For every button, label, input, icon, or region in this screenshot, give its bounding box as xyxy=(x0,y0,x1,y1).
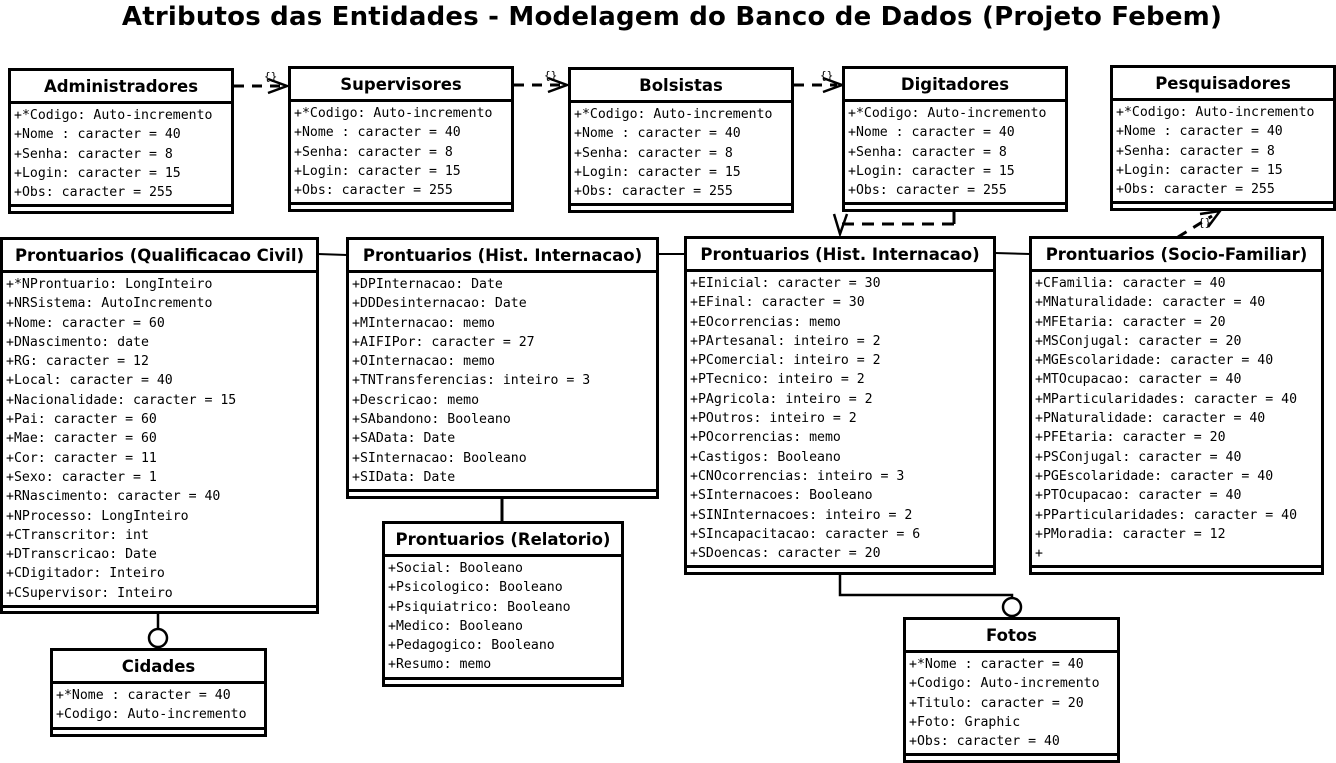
attribute-list xyxy=(385,557,621,677)
attribute-row: +Obs: caracter = 255 xyxy=(1116,182,1275,198)
attribute-list xyxy=(906,653,1117,753)
attribute-row: +NRSistema: AutoIncremento xyxy=(6,296,213,312)
attribute-row: +Titulo: caracter = 20 xyxy=(909,695,1084,711)
attribute-list xyxy=(1113,101,1333,201)
attribute-row: +CFamilia: caracter = 40 xyxy=(1035,276,1226,291)
attribute-row: +PFEtaria: caracter = 20 xyxy=(1035,430,1226,446)
attribute-row: +*NProntuario: LongInteiro xyxy=(6,277,213,292)
attribute-row: +PAgricola: inteiro = 2 xyxy=(690,391,873,407)
attribute-row: +Obs: caracter = 40 xyxy=(909,734,1060,750)
operations-compartment xyxy=(291,202,511,212)
attribute-row: +SDoencas: caracter = 20 xyxy=(690,546,881,562)
dependency-label: {} xyxy=(264,70,278,83)
association-qualificacao-cidades xyxy=(149,613,167,647)
attribute-row: +PSConjugal: caracter = 40 xyxy=(1035,449,1242,465)
attribute-row: +PTOcupacao: caracter = 40 xyxy=(1035,488,1242,504)
attribute-row: +Nacionalidade: caracter = 15 xyxy=(6,392,237,408)
attribute-row: +*Codigo: Auto-incremento xyxy=(14,108,213,123)
attribute-list xyxy=(687,272,993,565)
dependency-label: {} xyxy=(544,69,558,82)
attribute-row: +Login: caracter = 15 xyxy=(14,165,181,181)
attribute-row: +SAbandono: Booleano xyxy=(352,412,511,428)
attribute-row: +EFinal: caracter = 30 xyxy=(690,295,865,311)
attribute-row: +PArtesanal: inteiro = 2 xyxy=(690,333,881,349)
attribute-row: +RG: caracter = 12 xyxy=(6,354,149,370)
attribute-row: +AIFIPor: caracter = 27 xyxy=(352,334,535,350)
attribute-row: +Login: caracter = 15 xyxy=(294,163,461,179)
attribute-row: + xyxy=(1035,546,1043,562)
operations-compartment xyxy=(349,489,656,499)
attribute-row: +Senha: caracter = 8 xyxy=(574,145,733,161)
attribute-row: +Descricao: memo xyxy=(352,392,480,408)
class-name: Prontuarios (Relatorio) xyxy=(385,524,621,557)
class-name: Digitadores xyxy=(845,69,1065,102)
attribute-row: +Nome : caracter = 40 xyxy=(848,125,1015,141)
attribute-row: +NProcesso: LongInteiro xyxy=(6,508,189,524)
attribute-row: +DNascimento: date xyxy=(6,334,149,350)
attribute-row: +Local: caracter = 40 xyxy=(6,373,173,389)
attribute-row: +Obs: caracter = 255 xyxy=(294,183,453,199)
attribute-row: +SIncapacitacao: caracter = 6 xyxy=(690,526,921,542)
attribute-row: +MTOcupacao: caracter = 40 xyxy=(1035,372,1242,388)
attribute-row: +CSupervisor: Inteiro xyxy=(6,585,173,601)
operations-compartment xyxy=(385,677,621,687)
association-qualificacao-hist1 xyxy=(318,254,347,255)
attribute-row: +MParticularidades: caracter = 40 xyxy=(1035,391,1298,407)
attribute-row: +Mae: caracter = 60 xyxy=(6,431,157,447)
class-name: Cidades xyxy=(53,651,264,684)
attribute-row: +Nome : caracter = 40 xyxy=(14,127,181,143)
attribute-row: +SAData: Date xyxy=(352,431,456,447)
class-digitadores[interactable] xyxy=(842,66,1068,212)
attribute-row: +Pai: caracter = 60 xyxy=(6,412,157,428)
attribute-row: +MFEtaria: caracter = 20 xyxy=(1035,314,1226,330)
attribute-row: +Social: Booleano xyxy=(388,561,523,576)
attribute-row: +Login: caracter = 15 xyxy=(574,164,741,180)
attribute-row: +Senha: caracter = 8 xyxy=(848,144,1007,160)
attribute-row: +RNascimento: caracter = 40 xyxy=(6,489,221,505)
class-cidades[interactable] xyxy=(50,648,267,737)
attribute-row: +PComercial: inteiro = 2 xyxy=(690,353,881,369)
attribute-row: +Nome : caracter = 40 xyxy=(294,125,461,141)
attribute-row: +Nome : caracter = 40 xyxy=(1116,124,1283,140)
attribute-row: +POcorrencias: memo xyxy=(690,430,841,446)
attribute-list xyxy=(571,103,791,203)
dependency-digitadores-hist xyxy=(834,211,954,234)
operations-compartment xyxy=(845,202,1065,212)
attribute-row: +Senha: caracter = 8 xyxy=(14,146,173,162)
attribute-row: +Codigo: Auto-incremento xyxy=(909,676,1100,692)
class-name: Fotos xyxy=(906,620,1117,653)
attribute-list xyxy=(291,102,511,202)
operations-compartment xyxy=(11,204,231,214)
attribute-row: +Nome: caracter = 60 xyxy=(6,315,165,331)
class-name: Prontuarios (Hist. Internacao) xyxy=(349,240,656,273)
attribute-row: +MInternacao: memo xyxy=(352,315,495,331)
class-prontuarios-hist-internacao-1[interactable] xyxy=(346,237,659,499)
class-prontuarios-socio-familiar[interactable] xyxy=(1029,236,1324,575)
association-hist2-socio xyxy=(995,253,1030,254)
dependency-socio-pesquisadores xyxy=(1178,211,1220,237)
class-name: Supervisores xyxy=(291,69,511,102)
attribute-row: +SInternacao: Booleano xyxy=(352,450,527,466)
attribute-row: +Obs: caracter = 255 xyxy=(574,184,733,200)
attribute-row: +*Codigo: Auto-incremento xyxy=(848,106,1047,121)
dependency-label: {} xyxy=(1198,216,1212,229)
attribute-row: +EOcorrencias: memo xyxy=(690,314,841,330)
attribute-list xyxy=(1032,272,1321,565)
attribute-row: +POutros: inteiro = 2 xyxy=(690,411,857,427)
attribute-row: +*Codigo: Auto-incremento xyxy=(574,107,773,122)
attribute-row: +Obs: caracter = 255 xyxy=(14,185,173,201)
dependency-admin-supervisores xyxy=(234,79,287,93)
operations-compartment xyxy=(687,565,993,575)
class-name: Bolsistas xyxy=(571,70,791,103)
class-supervisores[interactable] xyxy=(288,66,514,212)
attribute-row: +Senha: caracter = 8 xyxy=(294,144,453,160)
dependency-supervisores-bolsistas xyxy=(514,78,567,92)
attribute-row: +Psicologico: Booleano xyxy=(388,580,563,596)
association-hist2-fotos xyxy=(840,574,1021,616)
attribute-row: +*Codigo: Auto-incremento xyxy=(294,106,493,121)
class-name: Administradores xyxy=(11,71,231,104)
class-fotos[interactable] xyxy=(903,617,1120,763)
attribute-row: +EInicial: caracter = 30 xyxy=(690,276,881,291)
dependency-label: {} xyxy=(820,69,834,82)
class-bolsistas[interactable] xyxy=(568,67,794,213)
attribute-row: +Resumo: memo xyxy=(388,657,492,673)
attribute-row: +Pedagogico: Booleano xyxy=(388,638,555,654)
attribute-row: +Psiquiatrico: Booleano xyxy=(388,599,571,615)
attribute-list xyxy=(845,102,1065,202)
diagram-title: Atributos das Entidades - Modelagem do Banco de Dados (Projeto Febem) xyxy=(121,2,1223,32)
operations-compartment xyxy=(571,203,791,213)
attribute-row: +PMoradia: caracter = 12 xyxy=(1035,526,1226,542)
operations-compartment xyxy=(53,727,264,737)
attribute-row: +MSConjugal: caracter = 20 xyxy=(1035,333,1242,349)
attribute-row: +DTranscricao: Date xyxy=(6,547,157,563)
attribute-row: +Medico: Booleano xyxy=(388,618,523,634)
attribute-row: +*Codigo: Auto-incremento xyxy=(1116,105,1315,120)
attribute-row: +Codigo: Auto-incremento xyxy=(56,707,247,723)
dependency-bolsistas-digitadores xyxy=(794,78,842,92)
attribute-row: +Foto: Graphic xyxy=(909,714,1021,730)
attribute-row: +*Nome : caracter = 40 xyxy=(909,657,1084,672)
operations-compartment xyxy=(1113,201,1333,211)
attribute-list xyxy=(53,684,264,727)
attribute-list xyxy=(11,104,231,204)
attribute-row: +SINInternacoes: inteiro = 2 xyxy=(690,507,913,523)
class-name: Prontuarios (Qualificacao Civil) xyxy=(3,240,316,273)
class-name: Pesquisadores xyxy=(1113,68,1333,101)
attribute-row: +Senha: caracter = 8 xyxy=(1116,143,1275,159)
attribute-row: +Login: caracter = 15 xyxy=(848,163,1015,179)
attribute-row: +DDDesinternacao: Date xyxy=(352,296,527,312)
attribute-row: +*Nome : caracter = 40 xyxy=(56,688,231,703)
attribute-row: +MGEscolaridade: caracter = 40 xyxy=(1035,353,1274,369)
operations-compartment xyxy=(3,605,316,615)
class-prontuarios-hist-internacao-2[interactable] xyxy=(684,236,996,575)
attribute-row: +SIData: Date xyxy=(352,469,456,485)
attribute-row: +Nome : caracter = 40 xyxy=(574,126,741,142)
attribute-row: +PParticularidades: caracter = 40 xyxy=(1035,507,1298,523)
class-prontuarios-qualificacao-civil[interactable] xyxy=(0,237,319,614)
attribute-row: +TNTransferencias: inteiro = 3 xyxy=(352,373,591,389)
class-name: Prontuarios (Socio-Familiar) xyxy=(1032,239,1321,272)
class-administradores[interactable] xyxy=(8,68,234,214)
attribute-row: +SInternacoes: Booleano xyxy=(690,488,873,504)
class-prontuarios-relatorio[interactable] xyxy=(382,521,624,687)
operations-compartment xyxy=(906,753,1117,763)
attribute-list xyxy=(349,273,656,489)
attribute-row: +CTranscritor: int xyxy=(6,527,149,543)
attribute-row: +CNOcorrencias: inteiro = 3 xyxy=(690,468,905,484)
attribute-row: +Obs: caracter = 255 xyxy=(848,183,1007,199)
class-pesquisadores[interactable] xyxy=(1110,65,1336,211)
attribute-row: +MNaturalidade: caracter = 40 xyxy=(1035,295,1266,311)
attribute-row: +Cor: caracter = 11 xyxy=(6,450,157,466)
attribute-list xyxy=(3,273,316,605)
attribute-row: +PTecnico: inteiro = 2 xyxy=(690,372,865,388)
attribute-row: +CDigitador: Inteiro xyxy=(6,566,165,582)
attribute-row: +Castigos: Booleano xyxy=(690,449,841,465)
class-name: Prontuarios (Hist. Internacao) xyxy=(687,239,993,272)
attribute-row: +PGEscolaridade: caracter = 40 xyxy=(1035,468,1274,484)
operations-compartment xyxy=(1032,565,1321,575)
attribute-row: +DPInternacao: Date xyxy=(352,277,503,292)
attribute-row: +Sexo: caracter = 1 xyxy=(6,469,157,485)
attribute-row: +PNaturalidade: caracter = 40 xyxy=(1035,411,1266,427)
attribute-row: +OInternacao: memo xyxy=(352,354,495,370)
attribute-row: +Login: caracter = 15 xyxy=(1116,162,1283,178)
